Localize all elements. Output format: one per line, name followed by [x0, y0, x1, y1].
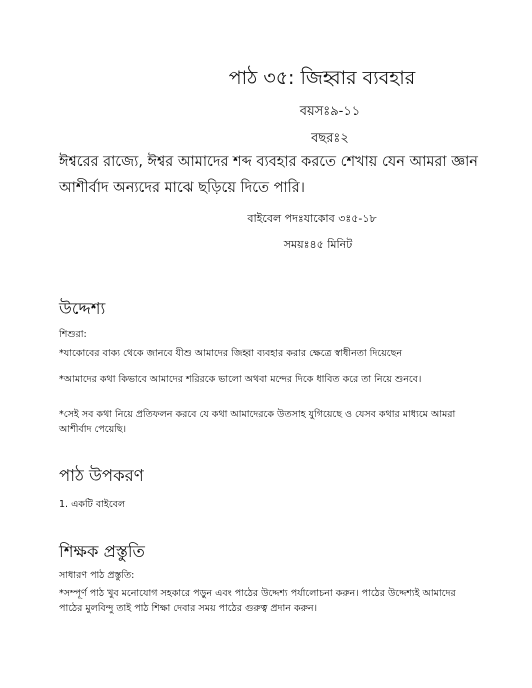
teacher-prep-heading: শিক্ষক প্রস্তুতি: [59, 542, 145, 561]
year-label: বছরঃ২: [311, 131, 349, 146]
aim-point: *যাকোবের বাক্য থেকে জানবে যীশু আমাদের জিহ্বা ব্যবহার করার ক্ষেত্রে স্বাধীনতা দিয়েছেন: [59, 348, 403, 359]
general-prep-label: সাধারণ পাঠ প্রস্তুতি:: [59, 570, 135, 581]
materials-heading: পাঠ উপকরণ: [59, 466, 144, 485]
aim-point: *সেই সব কথা নিয়ে প্রতিফলন করবে যে কথা আমাদেরকে উতসাহ যুগিয়েছে ও যেসব কথার মাধ্যমে আমরা আশীর্বাদ পেয়েছি।: [59, 409, 456, 435]
lesson-title: পাঠ ৩৫: জিহ্বার ব্যবহার: [228, 67, 416, 89]
bible-verse: বাইবেল পদঃযাকোব ৩ঃ৫-১৮: [247, 212, 377, 225]
aim-point: *আমাদের কথা কিভাবে আমাদের শরিরকে ভালো অথবা মন্দের দিকে ধাবিত করে তা নিয়ে শুনবে।: [59, 374, 422, 385]
material-item: 1. একটি বাইবেল: [59, 499, 126, 510]
aims-heading: উদ্দেশ্য: [59, 299, 106, 318]
teacher-prep-text: *সম্পূর্ণ পাঠ খুব মনোযোগ সহকারে পড়ুন এবং পাঠের উদ্দেশ্য পর্যালোচনা করুন। পাঠের উদ্দেশ্যই আমাদের পাঠের মুলবিন্দু তাই পাঠ শিক্ষা দেবার সময় পাঠের গুরুত্ব প্রদান করুন।: [59, 588, 456, 614]
age-range: বয়সঃ৯-১১: [299, 104, 361, 119]
children-label: শিশুরা:: [59, 329, 87, 340]
lesson-duration: সময়ঃ৪৫ মিনিট: [283, 238, 353, 251]
lesson-intro: ঈশ্বরের রাজ্যে, ঈশ্বর আমাদের শব্দ ব্যবহার করতে শেখায় যেন আমরা জ্ঞান আশীর্বাদ অন্যদের মাঝে ছড়িয়ে দিতে পারি।: [59, 154, 478, 196]
